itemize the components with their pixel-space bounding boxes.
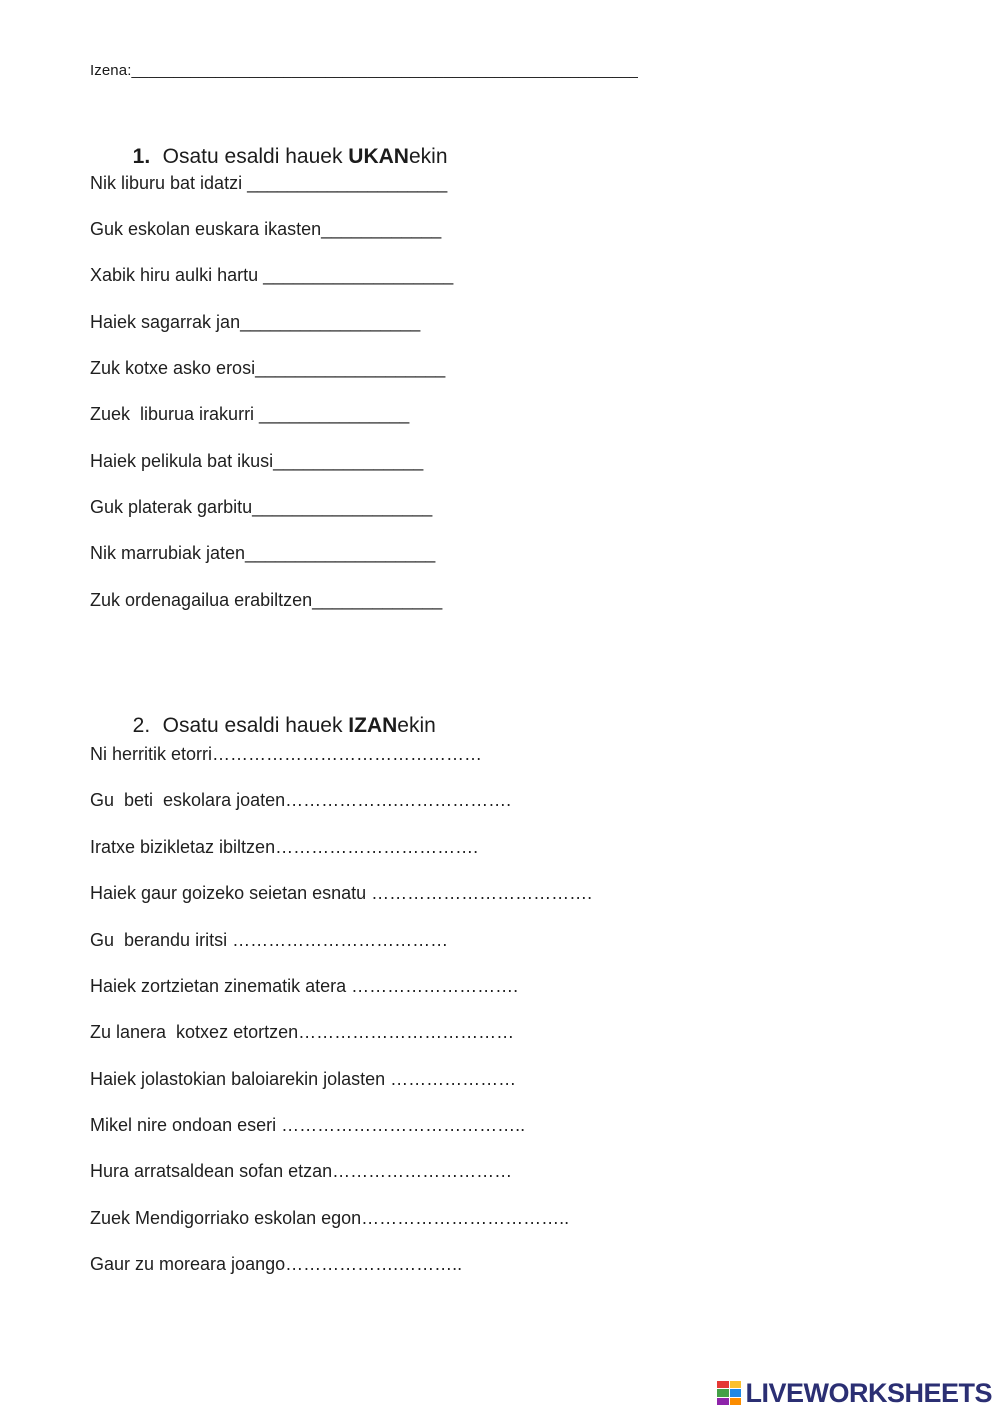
section-1-sentence: Haiek sagarrak jan__________________ (90, 312, 421, 332)
name-field-line: Izena:____________________________________________________________ (90, 62, 638, 79)
section-2-sentence: Iratxe bizikletaz ibiltzen……………………………. (90, 837, 479, 857)
section-2-sentence: Haiek zortzietan zinematik atera ………………………. (90, 976, 519, 996)
section-2-sentence: Zuek Mendigorriako eskolan egon…………………………….. (90, 1208, 570, 1228)
section-1-sentence: Xabik hiru aulki hartu ___________________ (90, 265, 454, 285)
section-1-sentence: Haiek pelikula bat ikusi_______________ (90, 451, 424, 471)
section-1-heading (121, 121, 448, 169)
section-1-prefix: Osatu esaldi hauek (162, 145, 349, 168)
section-2-sentence: Gu beti eskolara joaten……………….………………. (90, 790, 512, 810)
section-1-sentence: Zuk ordenagailua erabiltzen_____________ (90, 590, 443, 610)
section-2-sentence: Haiek gaur goizeko seietan esnatu ………………………………. (90, 883, 593, 903)
section-1-keyword: UKAN (348, 145, 409, 168)
section-2-sentence: Ni herritik etorri……………………………………… (90, 744, 483, 764)
section-2-sentence: Zu lanera kotxez etortzen……………………………… (90, 1022, 515, 1042)
liveworksheets-logo-text: LIVEWORKSHEETS (745, 1377, 992, 1408)
section-2-prefix: Osatu esaldi hauek (162, 714, 349, 737)
section-2-sentence: Gu berandu iritsi ……………………………… (90, 930, 449, 950)
section-2-number: 2. (132, 714, 151, 737)
liveworksheets-logo-icon (717, 1381, 741, 1405)
liveworksheets-logo (717, 1378, 992, 1408)
section-2-sentence: Haiek jolastokian baloiarekin jolasten ………………… (90, 1069, 517, 1089)
section-2-keyword: IZAN (348, 714, 398, 737)
section-2-heading (121, 690, 436, 738)
section-2-sentence: Hura arratsaldean sofan etzan………………………… (90, 1161, 513, 1181)
section-1-sentence: Zuk kotxe asko erosi___________________ (90, 358, 446, 378)
section-1-sentence: Nik liburu bat idatzi ____________________ (90, 173, 448, 193)
section-1-number: 1. (132, 145, 151, 168)
section-1-sentence: Nik marrubiak jaten___________________ (90, 543, 436, 563)
section-2-sentence: Mikel nire ondoan eseri ………………………………….. (90, 1115, 526, 1135)
section-1-sentence: Guk platerak garbitu__________________ (90, 497, 433, 517)
section-1-sentence: Zuek liburua irakurri _______________ (90, 404, 410, 424)
section-1-sentence: Guk eskolan euskara ikasten____________ (90, 219, 442, 239)
section-2-suffix: ekin (397, 714, 436, 737)
section-1-suffix: ekin (408, 145, 448, 168)
section-2-sentence: Gaur zu moreara joango……………….……….. (90, 1254, 463, 1274)
